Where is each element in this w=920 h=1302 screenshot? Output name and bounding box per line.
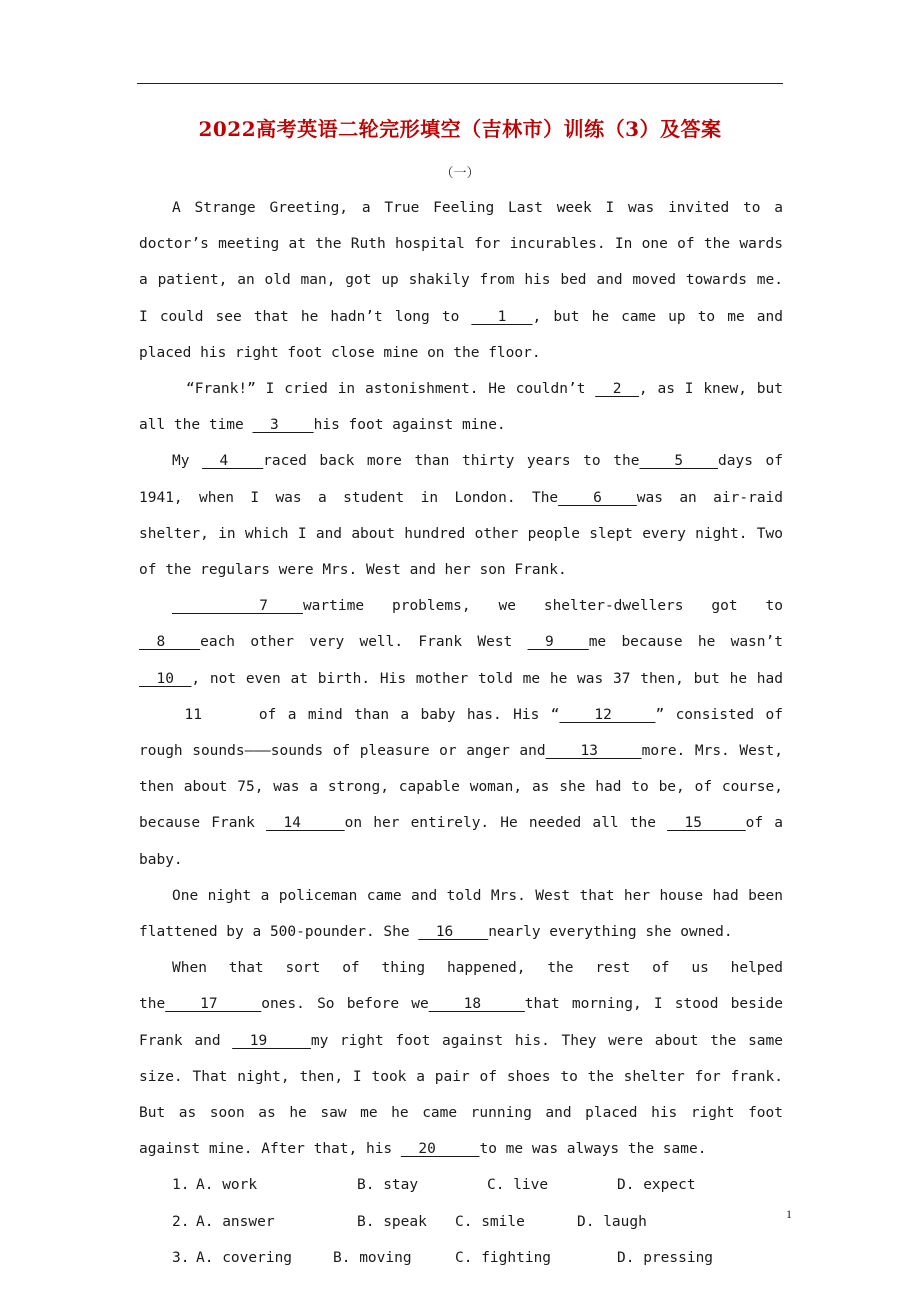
header-rule xyxy=(137,83,783,84)
text-run: ones. So before we xyxy=(261,996,429,1013)
text-run: “Frank!” I cried in astonishment. He couldn’t xyxy=(186,381,596,398)
question-number: 2. xyxy=(172,1213,190,1230)
blank-3: __3____ xyxy=(252,417,314,434)
text-run: days of 1941, when I was a student in London. The xyxy=(139,453,783,506)
option-a: A. covering xyxy=(196,1249,293,1266)
section-label: （一） xyxy=(440,166,480,181)
option-d: D. laugh xyxy=(577,1213,647,1230)
option-d: D. pressing xyxy=(617,1249,714,1266)
text-run: on her entirely. He needed all the xyxy=(344,815,668,832)
blank-9: __9____ xyxy=(527,634,589,651)
text-run: my right foot against his. They were about the same size. That night, then, I took a pair of shoes to the shelter for frank. But as soon as he saw me he came running and placed his right foot against mine. After that, his xyxy=(139,1032,783,1158)
text-run: , as I knew, but all the time xyxy=(139,381,783,434)
text-run: A Strange Greeting, a True Feeling Last week I was invited to a doctor’s meeting at the Ruth hospital for incurables. In one of the wards a patient, an old man, got up shakily from his bed and moved towards me. I could see that he hadn’t long to xyxy=(139,200,783,325)
option-b: B. moving xyxy=(333,1249,412,1266)
text-run: that morning, I stood beside Frank and xyxy=(139,996,784,1049)
text-run: to me was always the same. xyxy=(479,1141,707,1158)
option-c: C. live xyxy=(487,1177,549,1194)
text-run: each other very well. Frank West xyxy=(200,634,528,651)
text-run: raced back more than thirty years to the xyxy=(263,453,640,470)
paragraph-1 xyxy=(139,190,783,371)
text-run: of a baby. xyxy=(139,815,784,868)
blank-12: ____12_____ xyxy=(559,706,656,723)
text-run: , not even at birth. His mother told me he was 37 then, but he had xyxy=(191,670,783,687)
blank-17: ____17_____ xyxy=(165,996,262,1013)
option-b: B. speak xyxy=(357,1213,427,1230)
blank-4: __4____ xyxy=(202,453,264,470)
blank-1: ___1___ xyxy=(471,308,533,325)
text-run: , but he came up to me and placed his right foot close mine on the floor. xyxy=(139,308,783,361)
blank-7: __________7____ xyxy=(172,598,303,615)
question-number: 3. xyxy=(172,1249,190,1266)
text-run: me because he wasn’t xyxy=(588,634,783,651)
text-run: My xyxy=(172,453,203,470)
option-c: C. fighting xyxy=(455,1249,552,1266)
blank-13: ____13_____ xyxy=(545,743,642,760)
text-run: One night a policeman came and told Mrs. West that her house had been flattened by a 500-pounder. She xyxy=(139,887,783,941)
paragraph-4 xyxy=(139,588,783,878)
text-run: When that sort of thing happened, the rest of us helped the xyxy=(139,960,783,1013)
option-b: B. stay xyxy=(357,1177,419,1194)
question-number: 1. xyxy=(172,1177,190,1194)
blank-18: ____18_____ xyxy=(428,996,525,1013)
blank-19: __19_____ xyxy=(232,1032,311,1049)
blank-20: __20_____ xyxy=(400,1141,480,1158)
blank-15: __15_____ xyxy=(667,815,746,832)
blank-14: __14_____ xyxy=(266,815,345,832)
paragraph-2 xyxy=(139,371,783,443)
paragraph-3 xyxy=(139,443,783,588)
option-row-1 xyxy=(139,1167,783,1203)
blank-8: __8____ xyxy=(139,634,201,651)
option-a: A. answer xyxy=(196,1213,275,1230)
option-row-2 xyxy=(139,1204,783,1240)
blank-6: ____6____ xyxy=(558,489,637,506)
text-run: his foot against mine. xyxy=(313,417,506,434)
paragraph-5 xyxy=(139,878,783,950)
text-run: ” consisted of rough sounds———sounds of pleasure or anger and xyxy=(139,706,783,760)
blank-2: __2__ xyxy=(595,381,639,398)
text-run: nearly everything she owned. xyxy=(488,924,733,941)
blank-11: 11 xyxy=(139,706,248,723)
blank-5: ____5____ xyxy=(639,453,719,470)
blank-16: __16____ xyxy=(418,924,489,941)
page-title: 2022高考英语二轮完形填空（吉林市）训练（3）及答案 xyxy=(198,117,722,141)
option-c: C. smile xyxy=(455,1213,525,1230)
passage xyxy=(139,190,783,1276)
blank-10: __10__ xyxy=(139,670,192,687)
text-run: more. Mrs. West, then about 75, was a strong, capable woman, as she had to be, of course, because Frank xyxy=(139,743,783,832)
page-number: 1 xyxy=(786,1207,792,1221)
option-row-3 xyxy=(139,1240,783,1276)
text-run: wartime problems, we shelter-dwellers got to xyxy=(302,598,783,615)
option-a: A. work xyxy=(196,1177,258,1194)
text-run: was an air-raid shelter, in which I and about hundred other people slept every night. Two of the regulars were Mrs. West and her son Frank. xyxy=(139,489,784,579)
option-d: D. expect xyxy=(617,1177,696,1194)
paragraph-6 xyxy=(139,950,783,1167)
text-run: of a mind than a baby has. His “ xyxy=(247,706,560,723)
